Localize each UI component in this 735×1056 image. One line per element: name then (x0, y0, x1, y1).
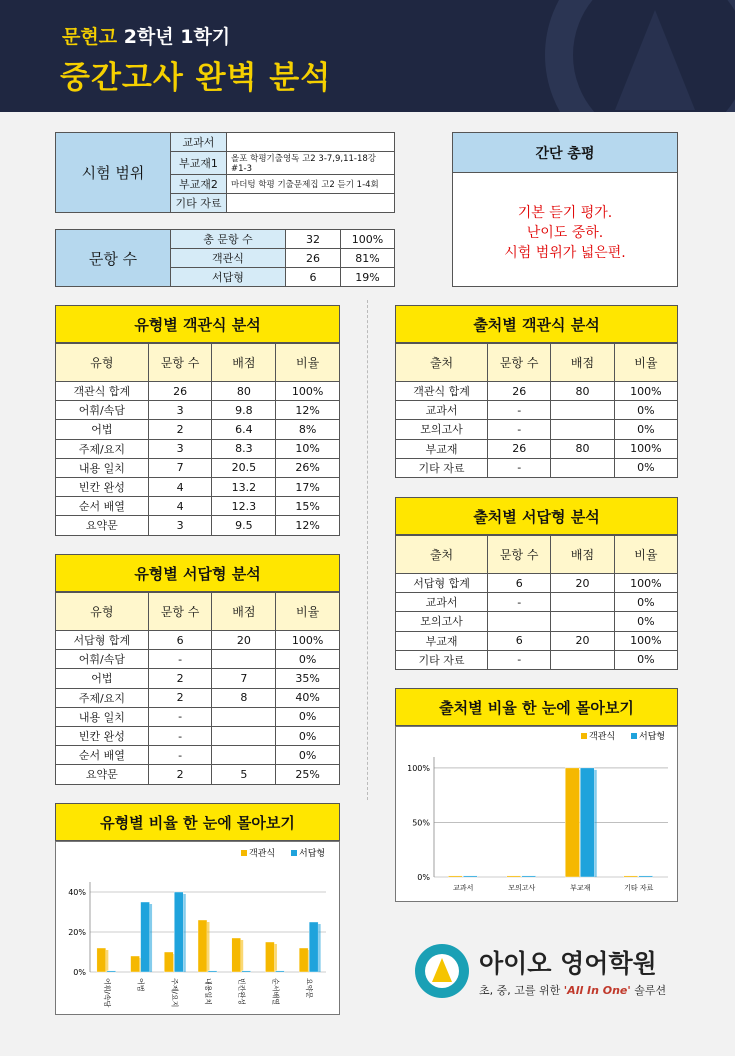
col-header: 출처 (396, 344, 488, 382)
cell: 35% (276, 669, 340, 688)
logo-name: 아이오 영어학원 (479, 949, 657, 978)
cell: 80 (551, 439, 614, 458)
cell: 17% (276, 477, 340, 496)
summary-line: 시험 범위가 넓은편. (504, 245, 626, 261)
bar (275, 971, 284, 972)
legend-label: 서답형 (639, 732, 666, 742)
cell: 100% (614, 574, 677, 593)
table-row (56, 516, 340, 535)
type-chart-title: 유형별 비율 한 눈에 몰아보기 (55, 803, 340, 841)
cell: 3 (148, 516, 212, 535)
table-row (56, 650, 340, 669)
table-row (396, 631, 678, 650)
cell: 3 (148, 401, 212, 420)
src-sub-title: 출처별 서답형 분석 (395, 497, 678, 535)
table-row (56, 746, 340, 765)
table-row (56, 707, 340, 726)
cell: 8.3 (212, 439, 276, 458)
cell: 100% (614, 439, 677, 458)
table-row (396, 439, 678, 458)
cell: 6 (488, 631, 551, 650)
table-row (56, 382, 340, 401)
row-label: 객관식 합계 (56, 382, 149, 401)
col-header: 출처 (396, 536, 488, 574)
src-chart-box (395, 726, 678, 902)
x-tick-label: 부교재 (570, 884, 591, 892)
count-num: 26 (286, 249, 341, 268)
bar-side (183, 894, 186, 972)
cell: 26% (276, 458, 340, 477)
legend-label: 객관식 (589, 732, 616, 742)
header-subtitle: 문현고 2학년 1학기 (62, 26, 231, 48)
logo-tagline: 초, 중, 고를 위한 'All In One' 솔루션 (479, 984, 667, 997)
type-sub-title: 유형별 서답형 분석 (55, 554, 340, 592)
col-header: 유형 (56, 344, 149, 382)
cell: 26 (488, 439, 551, 458)
table-row (396, 612, 678, 631)
bar (97, 948, 106, 972)
cell: 2 (148, 688, 212, 707)
cell (551, 458, 614, 477)
cell: 20 (551, 574, 614, 593)
row-label: 기타 자료 (396, 458, 488, 477)
src-chart (396, 727, 677, 901)
y-tick-label: 20% (68, 928, 86, 937)
cell: - (148, 726, 212, 745)
x-tick-label: 순서배열 (271, 978, 280, 1006)
cell (551, 420, 614, 439)
cell: 100% (614, 631, 677, 650)
row-label: 모의고사 (396, 420, 488, 439)
count-table (55, 229, 395, 287)
summary-line: 기본 듣기 평가. (517, 205, 613, 221)
table-row (56, 688, 340, 707)
x-tick-label: 어법 (136, 978, 145, 992)
academy-logo (415, 942, 675, 1006)
scope-key: 부교재1 (171, 152, 227, 175)
table-row (396, 420, 678, 439)
x-tick-label: 요약문 (305, 978, 314, 999)
cell: 0% (614, 650, 677, 669)
cell: 12% (276, 401, 340, 420)
table-row (396, 574, 678, 593)
bar (232, 938, 241, 972)
bar-side (594, 770, 597, 877)
col-header: 비율 (276, 593, 340, 631)
bar (141, 902, 150, 972)
cell: 2 (148, 765, 212, 784)
legend-swatch (631, 733, 637, 739)
row-label: 내용 일치 (56, 458, 149, 477)
cell: 10% (276, 439, 340, 458)
type-sub-table (55, 592, 340, 785)
cell: 6.4 (212, 420, 276, 439)
cell (551, 650, 614, 669)
row-label: 부교재 (396, 631, 488, 650)
cell: 8% (276, 420, 340, 439)
x-tick-label: 빈칸완성 (237, 978, 246, 1006)
bar (174, 892, 183, 972)
row-label: 어휘/속담 (56, 401, 149, 420)
col-header: 배점 (212, 593, 276, 631)
cell: - (488, 420, 551, 439)
cell (551, 401, 614, 420)
x-tick-label: 주제/요지 (170, 978, 179, 1008)
bar (164, 952, 173, 972)
table-row (56, 497, 340, 516)
row-label: 기타 자료 (396, 650, 488, 669)
bar (565, 768, 579, 877)
cell: 0% (276, 726, 340, 745)
header-title: 중간고사 완벽 분석 (60, 60, 332, 96)
cell: 0% (614, 401, 677, 420)
cell: - (488, 593, 551, 612)
col-header: 유형 (56, 593, 149, 631)
cell: 80 (551, 382, 614, 401)
row-label: 객관식 합계 (396, 382, 488, 401)
cell: 7 (212, 669, 276, 688)
count-label: 문항 수 (56, 230, 171, 287)
src-obj-table (395, 343, 678, 478)
cell: 0% (276, 650, 340, 669)
cell (488, 612, 551, 631)
cell: 2 (148, 669, 212, 688)
logo-pencil-icon (432, 958, 452, 982)
cell: 8 (212, 688, 276, 707)
cell: 9.5 (212, 516, 276, 535)
bar-side (241, 940, 244, 972)
col-header: 배점 (551, 344, 614, 382)
cell: 20.5 (212, 458, 276, 477)
cell: 2 (148, 420, 212, 439)
cell: 4 (148, 497, 212, 516)
cell: - (488, 650, 551, 669)
row-label: 교과서 (396, 593, 488, 612)
bar-side (150, 904, 153, 972)
table-row (56, 458, 340, 477)
row-label: 요약문 (56, 765, 149, 784)
scope-value: 올포 학평기출영독 고2 3-7,9,11-18강 #1-3 (227, 152, 395, 175)
col-header: 문항 수 (148, 344, 212, 382)
row-label: 순서 배열 (56, 497, 149, 516)
src-obj-title: 출처별 객관식 분석 (395, 305, 678, 343)
cell: 26 (148, 382, 212, 401)
row-label: 어법 (56, 420, 149, 439)
y-tick-label: 100% (407, 763, 430, 773)
cell: 0% (276, 746, 340, 765)
cell: 26 (488, 382, 551, 401)
cell: 0% (614, 458, 677, 477)
scope-label: 시험 범위 (56, 133, 171, 213)
scope-value (227, 194, 395, 213)
cell: 3 (148, 439, 212, 458)
table-row (396, 650, 678, 669)
cell: 0% (614, 593, 677, 612)
row-label: 어휘/속담 (56, 650, 149, 669)
bar (198, 920, 207, 972)
src-chart-title: 출처별 비율 한 눈에 몰아보기 (395, 688, 678, 726)
cell: 5 (212, 765, 276, 784)
cell: 0% (276, 707, 340, 726)
table-row (396, 382, 678, 401)
cell: 40% (276, 688, 340, 707)
row-label: 빈칸 완성 (56, 477, 149, 496)
count-pct: 100% (341, 230, 395, 249)
row-label: 순서 배열 (56, 746, 149, 765)
cell: 15% (276, 497, 340, 516)
cell: - (148, 650, 212, 669)
scope-key: 기타 자료 (171, 194, 227, 213)
divider (367, 300, 368, 800)
table-row (56, 765, 340, 784)
src-sub-table (395, 535, 678, 670)
bar (463, 876, 477, 877)
cell: 0% (614, 612, 677, 631)
x-tick-label: 내용일치 (204, 978, 212, 1006)
table-row (56, 420, 340, 439)
table-row (56, 631, 340, 650)
cell: - (148, 707, 212, 726)
cell: - (148, 746, 212, 765)
cell (551, 612, 614, 631)
summary-title: 간단 총평 (453, 133, 677, 173)
decor-triangle (615, 10, 695, 110)
scope-key: 교과서 (171, 133, 227, 152)
cell: - (488, 401, 551, 420)
table-row (396, 458, 678, 477)
legend-label: 서답형 (299, 849, 326, 859)
count-key: 객관식 (171, 249, 286, 268)
cell: 13.2 (212, 477, 276, 496)
x-tick-label: 기타 자료 (624, 884, 654, 892)
bar (208, 971, 217, 972)
col-header: 비율 (276, 344, 340, 382)
type-chart-box (55, 841, 340, 1015)
header-banner (0, 0, 735, 112)
x-tick-label: 어휘/속담 (102, 978, 111, 1008)
col-header: 비율 (614, 344, 677, 382)
bar (448, 876, 462, 877)
cell: - (488, 458, 551, 477)
row-label: 서답형 합계 (56, 631, 149, 650)
summary-box (452, 132, 678, 287)
cell: 12.3 (212, 497, 276, 516)
col-header: 배점 (212, 344, 276, 382)
count-num: 32 (286, 230, 341, 249)
bar-side (318, 924, 321, 972)
bar (639, 876, 653, 877)
table-row (56, 669, 340, 688)
bar (265, 942, 274, 972)
bar (299, 948, 308, 972)
bar (131, 956, 140, 972)
scope-key: 부교재2 (171, 175, 227, 194)
table-row (396, 401, 678, 420)
cell: 6 (148, 631, 212, 650)
count-pct: 19% (341, 268, 395, 287)
cell: 100% (276, 631, 340, 650)
scope-value (227, 133, 395, 152)
bar (624, 876, 638, 877)
y-tick-label: 40% (68, 888, 86, 897)
count-key: 서답형 (171, 268, 286, 287)
bar (522, 876, 536, 877)
bar-side (207, 922, 210, 972)
row-label: 서답형 합계 (396, 574, 488, 593)
y-tick-label: 0% (417, 873, 430, 882)
cell (551, 593, 614, 612)
row-label: 모의고사 (396, 612, 488, 631)
cell: 4 (148, 477, 212, 496)
col-header: 문항 수 (148, 593, 212, 631)
col-header: 문항 수 (488, 344, 551, 382)
y-tick-label: 0% (73, 968, 86, 977)
count-num: 6 (286, 268, 341, 287)
type-obj-title: 유형별 객관식 분석 (55, 305, 340, 343)
cell (212, 650, 276, 669)
table-row (56, 726, 340, 745)
row-label: 주제/요지 (56, 439, 149, 458)
col-header: 문항 수 (488, 536, 551, 574)
table-row (56, 439, 340, 458)
cell: 100% (614, 382, 677, 401)
summary-line: 난이도 중하. (526, 225, 604, 241)
scope-table (55, 132, 395, 213)
cell: 9.8 (212, 401, 276, 420)
cell: 6 (488, 574, 551, 593)
count-pct: 81% (341, 249, 395, 268)
table-row (56, 401, 340, 420)
x-tick-label: 모의고사 (508, 884, 536, 892)
legend-swatch (291, 850, 297, 856)
cell (212, 707, 276, 726)
legend-swatch (581, 733, 587, 739)
bar (242, 971, 251, 972)
type-obj-table (55, 343, 340, 536)
bar (580, 768, 594, 877)
row-label: 빈칸 완성 (56, 726, 149, 745)
scope-value: 마더텅 학평 기출문제집 고2 듣기 1-4회 (227, 175, 395, 194)
cell: 20 (551, 631, 614, 650)
cell: 0% (614, 420, 677, 439)
bar-side (274, 944, 277, 972)
count-key: 총 문항 수 (171, 230, 286, 249)
x-tick-label: 교과서 (453, 884, 474, 892)
row-label: 부교재 (396, 439, 488, 458)
row-label: 주제/요지 (56, 688, 149, 707)
bar (107, 971, 116, 972)
y-tick-label: 50% (412, 818, 430, 828)
cell (212, 746, 276, 765)
summary-body (453, 173, 677, 263)
cell: 80 (212, 382, 276, 401)
col-header: 비율 (614, 536, 677, 574)
legend-label: 객관식 (249, 849, 276, 859)
legend-swatch (241, 850, 247, 856)
row-label: 교과서 (396, 401, 488, 420)
bar (507, 876, 521, 877)
bar (309, 922, 318, 972)
cell: 12% (276, 516, 340, 535)
row-label: 내용 일치 (56, 707, 149, 726)
cell: 100% (276, 382, 340, 401)
table-row (56, 477, 340, 496)
cell (212, 726, 276, 745)
row-label: 어법 (56, 669, 149, 688)
table-row (396, 593, 678, 612)
cell: 20 (212, 631, 276, 650)
cell: 25% (276, 765, 340, 784)
col-header: 배점 (551, 536, 614, 574)
type-chart (56, 842, 339, 1014)
cell: 7 (148, 458, 212, 477)
row-label: 요약문 (56, 516, 149, 535)
bar-side (106, 950, 109, 972)
